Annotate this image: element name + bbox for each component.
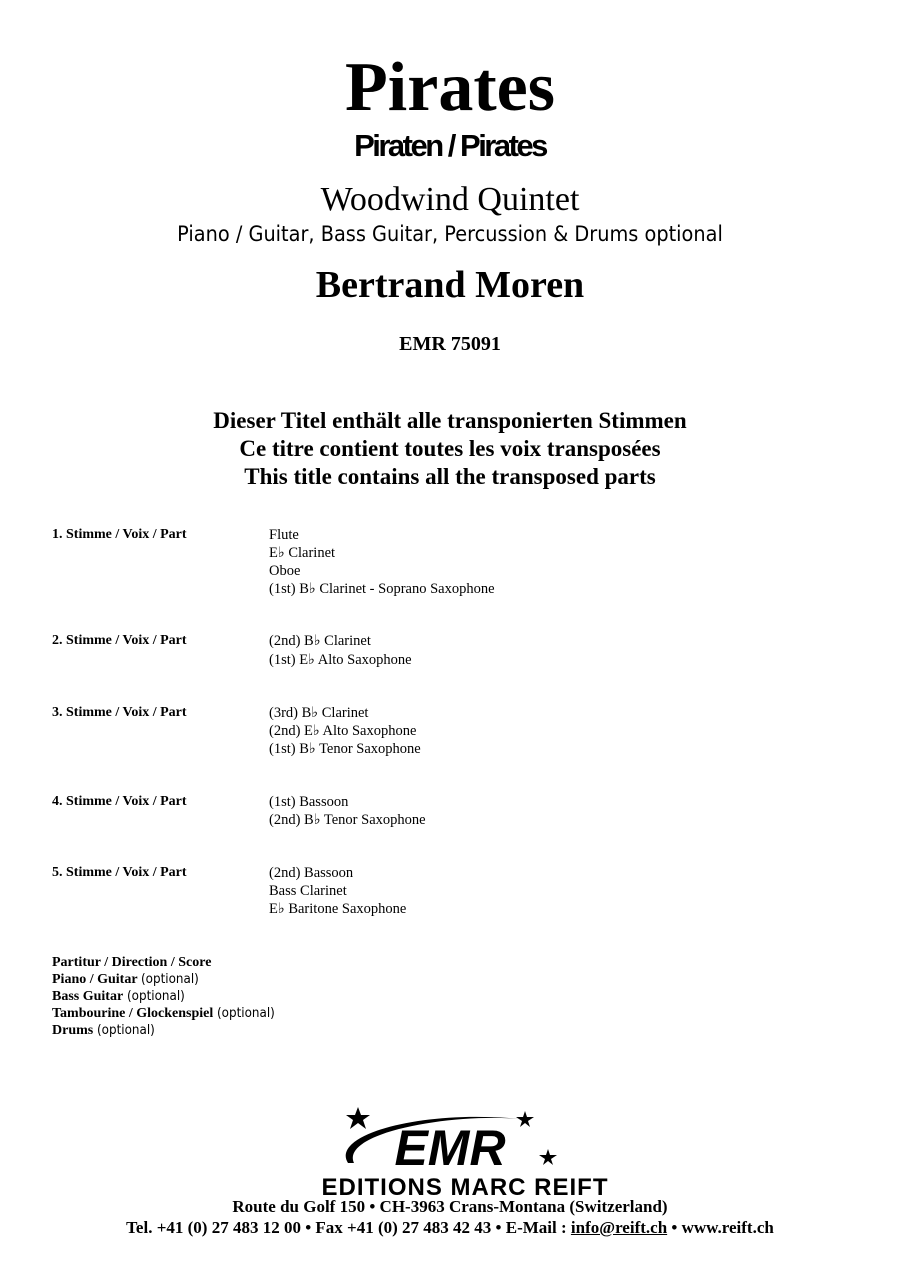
publisher-contact	[0, 1217, 900, 1239]
extra-note: (optional)	[126, 989, 185, 1004]
composer: Bertrand Moren	[315, 264, 585, 306]
notice-english: This title contains all the transposed parts	[244, 464, 656, 489]
publisher-logo	[300, 1105, 630, 1205]
instrument-item: E♭ Clarinet	[269, 545, 336, 561]
instrument-item: (1st) B♭ Clarinet - Soprano Saxophone	[269, 581, 495, 597]
instrument-item: (2nd) B♭ Clarinet	[269, 633, 371, 649]
logo-star	[539, 1149, 557, 1165]
instrument-item: (2nd) B♭ Tenor Saxophone	[269, 812, 426, 828]
publisher-address: Route du Golf 150 • CH-3963 Crans-Montana (Switzerland)	[232, 1197, 668, 1216]
extra-note: (optional)	[216, 1006, 275, 1021]
part-label: 3. Stimme / Voix / Part	[52, 705, 187, 720]
instrument-item: (1st) E♭ Alto Saxophone	[269, 652, 412, 668]
page-title: Pirates	[345, 49, 555, 126]
instrument-item: (1st) B♭ Tenor Saxophone	[269, 741, 421, 757]
instrument-item: (3rd) B♭ Clarinet	[269, 705, 369, 721]
extra-item	[52, 971, 204, 988]
extra-note: (optional)	[141, 972, 199, 987]
logo-star	[516, 1111, 534, 1127]
ensemble: Woodwind Quintet	[320, 181, 580, 218]
part-label: 4. Stimme / Voix / Part	[52, 794, 187, 809]
extra-name: Drums	[52, 1023, 94, 1038]
instrument-item: (2nd) E♭ Alto Saxophone	[269, 723, 417, 739]
instrument-item: (2nd) Bassoon	[269, 865, 354, 881]
instrument-item: Bass Clarinet	[269, 883, 347, 899]
extra-item	[52, 988, 190, 1005]
extra-name: Partitur / Direction / Score	[52, 955, 212, 970]
instrument-item: Oboe	[269, 563, 301, 579]
email-link[interactable]: info@reift.ch	[570, 1218, 668, 1237]
subtitle: Piraten / Pirates	[354, 128, 546, 163]
logo-text: EMR	[394, 1120, 506, 1176]
instrument-item: E♭ Baritone Saxophone	[269, 901, 407, 917]
extra-note: (optional)	[96, 1023, 155, 1038]
part-label: 5. Stimme / Voix / Part	[52, 865, 187, 880]
extra-name: Tambourine / Glockenspiel	[52, 1006, 214, 1021]
part-label: 2. Stimme / Voix / Part	[52, 633, 187, 648]
instrument-item: Flute	[269, 527, 299, 543]
extra-item	[52, 1022, 160, 1039]
publisher-name: EDITIONS MARC REIFT	[321, 1174, 609, 1201]
website-text: • www.reift.ch	[667, 1218, 774, 1237]
catalog-number: EMR 75091	[399, 333, 501, 355]
logo-star	[346, 1107, 370, 1129]
part-label: 1. Stimme / Voix / Part	[52, 527, 187, 542]
extra-name: Piano / Guitar	[52, 972, 138, 987]
instrument-item: (1st) Bassoon	[269, 794, 349, 810]
contact-text: Tel. +41 (0) 27 483 12 00 • Fax +41 (0) 27 483 42 43 • E-Mail :	[126, 1218, 571, 1237]
extra-item	[52, 1005, 280, 1022]
notice-german: Dieser Titel enthält alle transponierten Stimmen	[213, 408, 687, 433]
notice-french: Ce titre contient toutes les voix transposées	[239, 436, 661, 461]
extra-name: Bass Guitar	[52, 989, 124, 1004]
extra-item	[52, 954, 211, 971]
optional-instruments: Piano / Guitar, Bass Guitar, Percussion & Drums optional	[177, 222, 723, 246]
